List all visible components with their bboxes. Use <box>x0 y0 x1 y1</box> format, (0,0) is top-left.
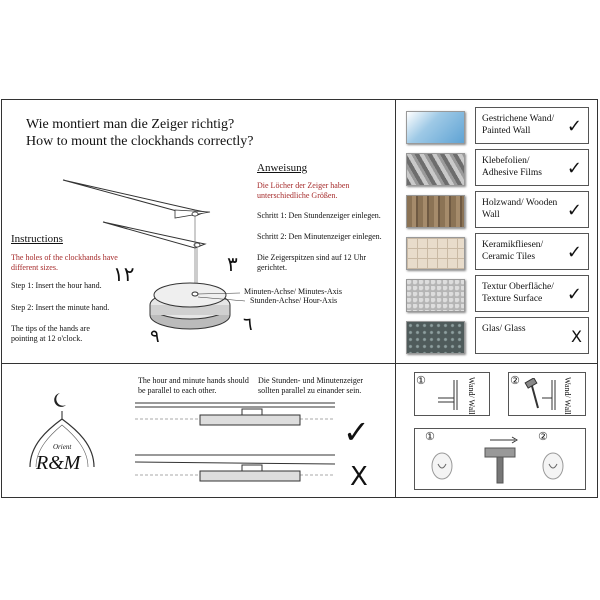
instructions-step2-de: Schritt 2: Den Minutenzeiger einlegen. <box>257 232 382 241</box>
numeral-12: ١٢ <box>113 262 135 286</box>
surface-row <box>402 148 592 188</box>
instructions-note-en: The holes of the clockhands have different sizes. <box>11 253 118 272</box>
divider-vertical <box>395 99 396 498</box>
hook-step2-number: ② <box>538 430 548 443</box>
minute-axis-label: Minuten-Achse/ Minutes-Axis <box>244 287 342 296</box>
wooden-wall-sample <box>406 195 465 228</box>
cross-icon: X <box>350 462 368 492</box>
logo-small-text: Orient <box>53 443 72 451</box>
instructions-tips-de: Die Zeigerspitzen sind auf 12 Uhr gerichtet. <box>257 253 367 272</box>
surface-label: Klebefolien/ Adhesive Films <box>482 156 542 178</box>
clock-body <box>200 471 300 481</box>
logo-big-text: R&M <box>36 452 81 474</box>
parallel-text-en: The hour and minute hands should be parallel to each other. <box>138 376 249 395</box>
instructions-tips-en: The tips of the hands are pointing at 12 o'clock. <box>11 324 90 343</box>
check-icon: ✓ <box>566 116 582 137</box>
step2-number: ② <box>510 374 520 387</box>
numeral-6: ٦ <box>243 314 253 335</box>
surface-row <box>402 190 592 230</box>
check-icon: ✓ <box>566 242 582 263</box>
clockhands-diagram <box>55 170 255 350</box>
clock-body <box>200 415 300 425</box>
surface-row <box>402 232 592 272</box>
hammer-icon <box>485 448 515 457</box>
surface-label: Keramikfliesen/ Ceramic Tiles <box>482 240 544 262</box>
title-en: How to mount the clockhands correctly? <box>26 134 254 149</box>
surface-row <box>402 274 592 314</box>
surface-label: Textur Oberfläche/ Texture Surface <box>482 282 554 304</box>
surface-row <box>402 316 592 356</box>
hook-icon <box>432 453 452 479</box>
wall-label: Wand/ Wall <box>467 377 476 415</box>
hook-icon <box>543 453 563 479</box>
wall-label: Wand/ Wall <box>563 377 572 415</box>
surface-label: Glas/ Glass <box>482 324 526 334</box>
texture-surface-sample <box>406 279 465 312</box>
painted-wall-sample <box>406 111 465 144</box>
instructions-heading-en: Instructions <box>11 233 63 245</box>
instructions-heading-de: Anweisung <box>257 162 308 174</box>
check-icon: ✓ <box>343 413 370 451</box>
instructions-step1-de: Schritt 1: Den Stundenzeiger einlegen. <box>257 211 381 220</box>
instructions-step1-en: Step 1: Insert the hour hand. <box>11 281 102 290</box>
cross-icon: X <box>571 327 582 346</box>
check-icon: ✓ <box>566 284 582 305</box>
surface-label: Holzwand/ Wooden Wall <box>482 198 558 220</box>
numeral-3: ٣ <box>227 252 238 276</box>
ceramic-tile-sample <box>406 237 465 270</box>
hour-axis-label: Stunden-Achse/ Hour-Axis <box>250 296 338 305</box>
glass-sample <box>406 321 465 354</box>
check-icon: ✓ <box>566 158 582 179</box>
hour-hand <box>103 222 205 248</box>
surface-row <box>402 106 592 146</box>
numeral-9: ٩ <box>150 326 160 347</box>
step1-number: ① <box>416 374 426 387</box>
adhesive-film-sample <box>406 153 465 186</box>
hook-step1-number: ① <box>425 430 435 443</box>
divider-horizontal <box>1 363 598 364</box>
hook-mount-diagram <box>420 430 580 486</box>
title-de: Wie montiert man die Zeiger richtig? <box>26 117 235 132</box>
check-icon: ✓ <box>566 200 582 221</box>
instructions-step2-en: Step 2: Insert the minute hand. <box>11 303 110 312</box>
surface-label: Gestrichene Wand/ Painted Wall <box>482 114 555 136</box>
parallel-text-de: Die Stunden- und Minutenzeiger sollten parallel zu einander sein. <box>258 376 364 395</box>
instructions-note-de: Die Löcher der Zeiger haben unterschiedliche Größen. <box>257 181 350 200</box>
parallel-diagram <box>130 395 340 495</box>
